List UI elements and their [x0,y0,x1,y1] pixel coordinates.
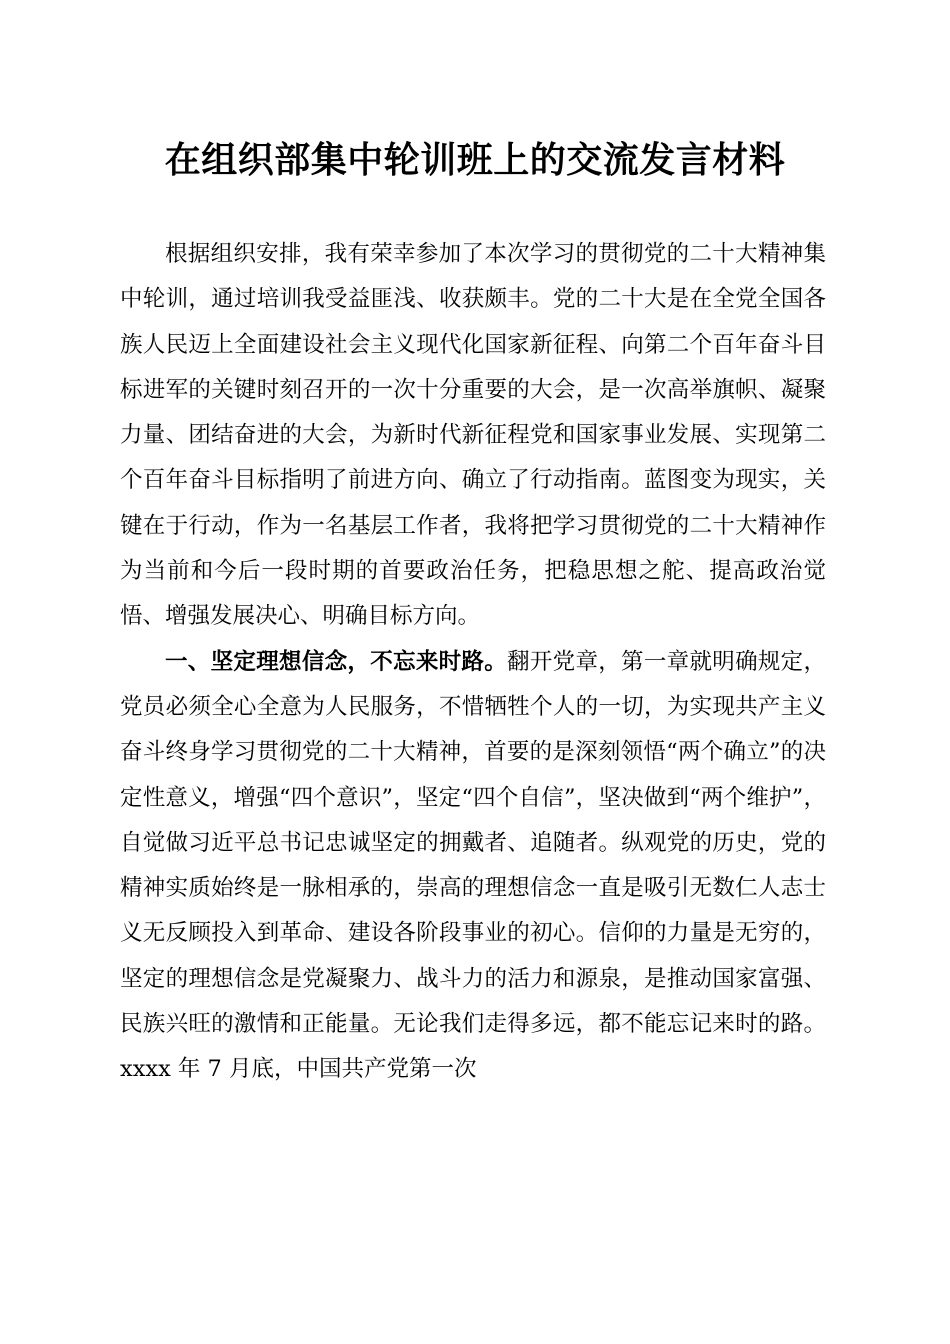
paragraph-intro [120,232,826,640]
document-title: 在组织部集中轮训班上的交流发言材料 [164,139,786,181]
paragraph-section-1 [120,640,826,1093]
section-1-text: 翻开党章，第一章就明确规定，党员必须全心全意为人民服务，不惜牺牲个人的一切，为实现共产主义奋斗终身学习贯彻党的二十大精神，首要的是深刻领悟“两个确立”的决定性意义，增强“四个意识”，坚定“四个自信”，坚决做到“两个维护”，自觉做习近平总书记忠诚坚定的拥戴者、追随者。纵观党的历史，党的精神实质始终是一脉相承的，崇高的理想信念一直是吸引无数仁人志士义无反顾投入到革命、建设各阶段事业的初心。信仰的力量是无穷的，坚定的理想信念是党凝聚力、战斗力的活力和源泉，是推动国家富强、民族兴旺的激情和正能量。无论我们走得多远，都不能忘记来时的路。xxxx 年 7 月底，中国共产党第一次 [120,648,826,1083]
document-body [120,232,826,1093]
section-heading: 一、坚定理想信念，不忘来时路。 [165,648,508,675]
paragraph-intro-text: 根据组织安排，我有荣幸参加了本次学习的贯彻党的二十大精神集中轮训，通过培训我受益匪浅、收获颇丰。党的二十大是在全党全国各族人民迈上全面建设社会主义现代化国家新征程、向第二个百年奋斗目标进军的关键时刻召开的一次十分重要的大会，是一次高举旗帜、凝聚力量、团结奋进的大会，为新时代新征程党和国家事业发展、实现第二个百年奋斗目标指明了前进方向、确立了行动指南。蓝图变为现实，关键在于行动，作为一名基层工作者，我将把学习贯彻党的二十大精神作为当前和今后一段时期的首要政治任务，把稳思想之舵、提高政治觉悟、增强发展决心、明确目标方向。 [120,241,826,630]
